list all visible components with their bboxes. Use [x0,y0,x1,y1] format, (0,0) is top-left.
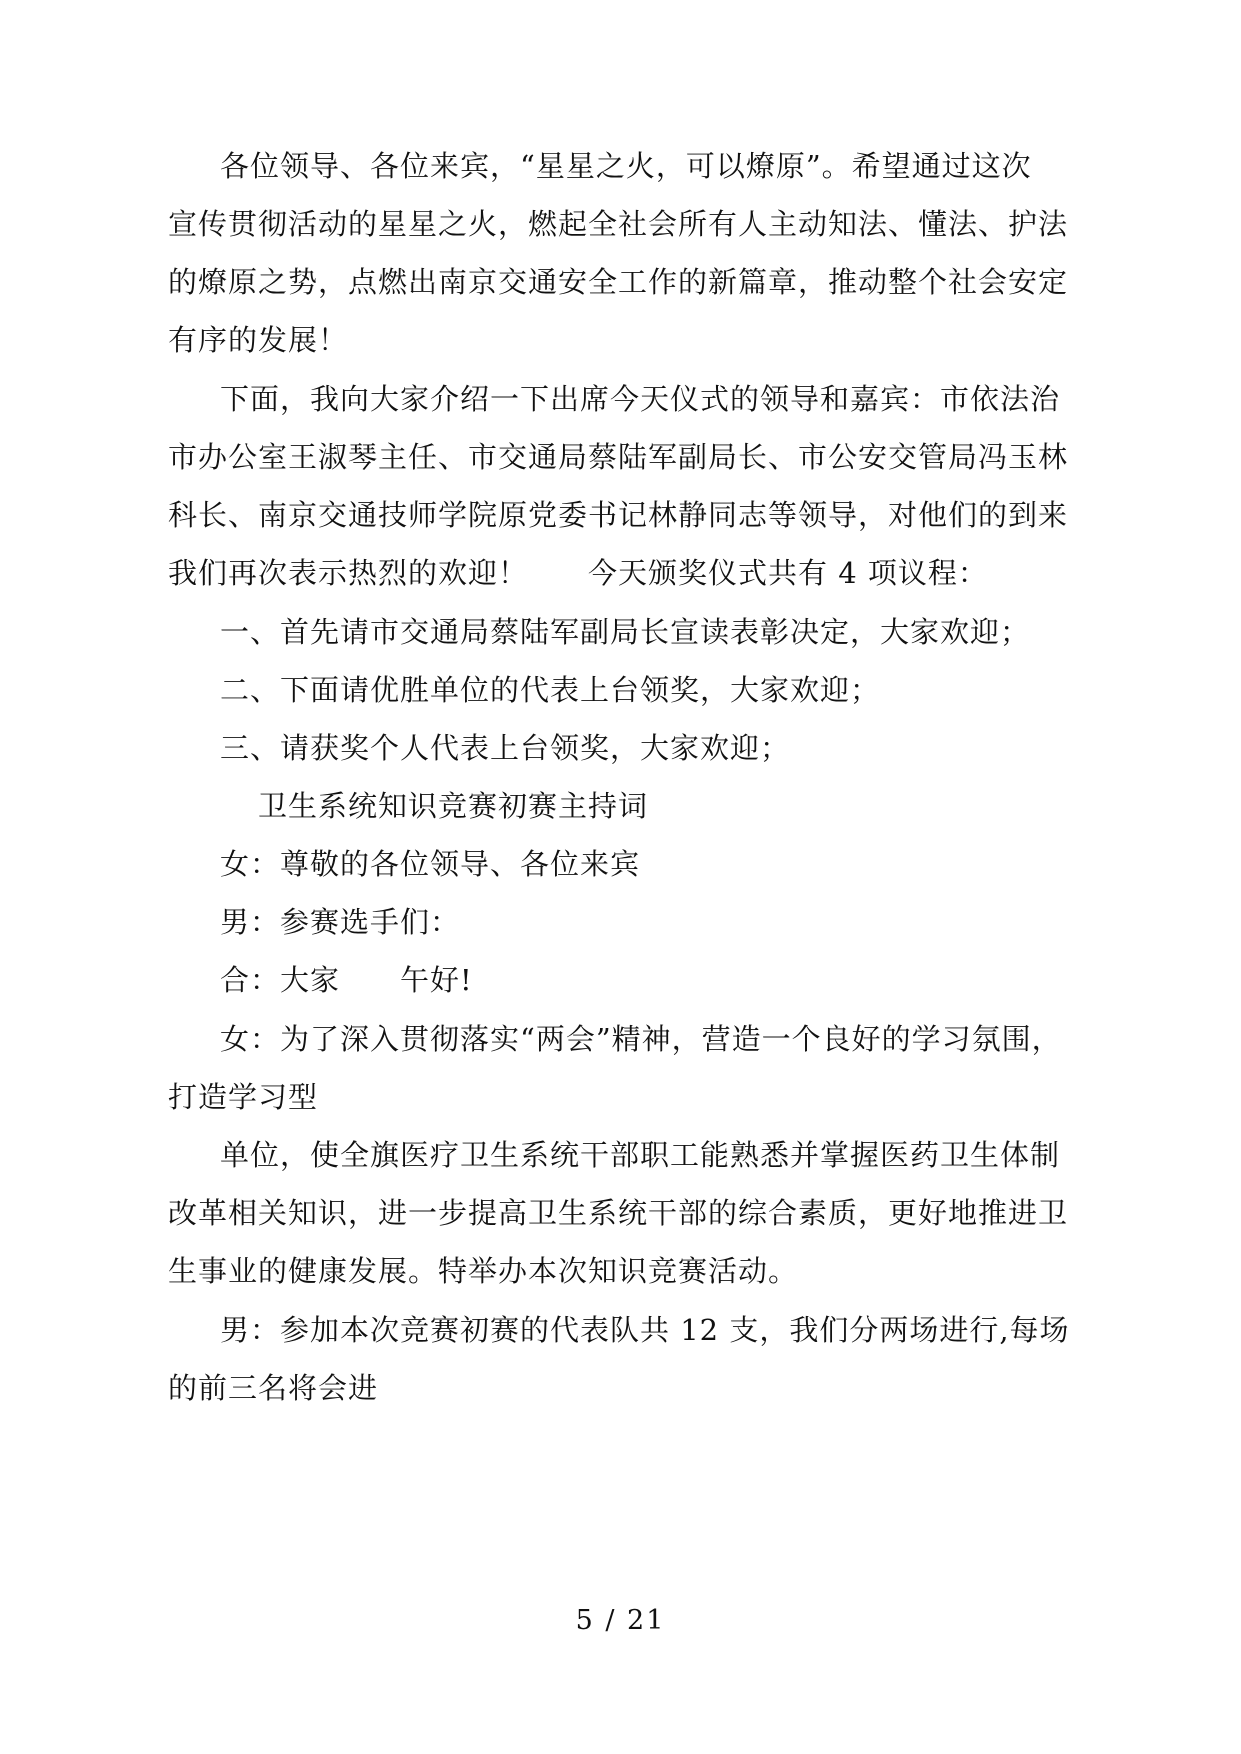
paragraph-line: 打造学习型 [168,1080,319,1114]
paragraph-line: 改革相关知识，进一步提高卫生系统干部的综合素质，更好地推进卫 [168,1196,1069,1230]
dialogue-line: 女：尊敬的各位领导、各位来宾 [220,847,641,881]
dialogue-line: 女：为了深入贯彻落实“两会”精神，营造一个良好的学习氛围， [220,1022,1062,1056]
page-number: 5 / 21 [575,1605,666,1636]
dialogue-line: 男：参赛选手们： [220,905,461,939]
paragraph-line: 市办公室王淑琴主任、市交通局蔡陆军副局长、市公安交管局冯玉林 [168,440,1069,474]
dialogue-line: 合：大家 午好! [220,963,473,997]
paragraph-line: 宣传贯彻活动的星星之火，燃起全社会所有人主动知法、懂法、护法 [168,207,1069,241]
section-title: 卫生系统知识竞赛初赛主持词 [258,789,649,823]
agenda-item: 二、下面请优胜单位的代表上台领奖，大家欢迎； [220,673,881,707]
paragraph-line: 我们再次表示热烈的欢迎！ 今天颁奖仪式共有 4 项议程： [168,556,988,590]
dialogue-line: 男：参加本次竞赛初赛的代表队共 12 支，我们分两场进行,每场 [220,1313,1070,1347]
paragraph-line: 的燎原之势，点燃出南京交通安全工作的新篇章，推动整个社会安定 [168,265,1069,299]
paragraph-line: 的前三名将会进 [168,1371,379,1405]
paragraph-line: 下面，我向大家介绍一下出席今天仪式的领导和嘉宾：市依法治 [220,382,1061,416]
agenda-item: 三、请获奖个人代表上台领奖，大家欢迎； [220,731,791,765]
paragraph-line: 各位领导、各位来宾，“星星之火，可以燎原”。希望通过这次 [220,149,1032,183]
paragraph-line: 生事业的健康发展。特举办本次知识竞赛活动。 [168,1254,799,1288]
paragraph-line: 有序的发展！ [168,323,349,357]
paragraph-line: 单位，使全旗医疗卫生系统干部职工能熟悉并掌握医药卫生体制 [220,1138,1061,1172]
paragraph-line: 科长、南京交通技师学院原党委书记林静同志等领导，对他们的到来 [168,498,1069,532]
agenda-item: 一、首先请市交通局蔡陆军副局长宣读表彰决定，大家欢迎； [220,615,1031,649]
